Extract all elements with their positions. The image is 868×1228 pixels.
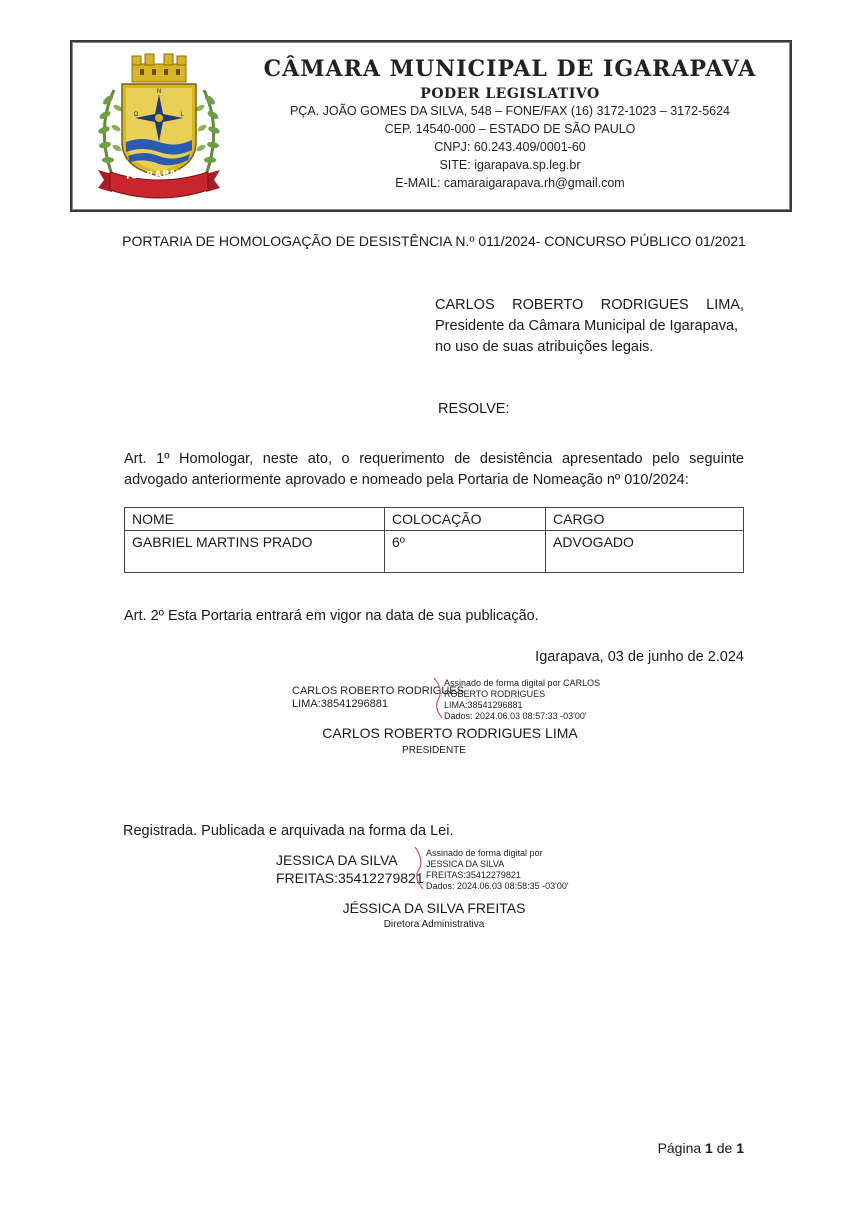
table-cell: 6º <box>385 531 546 573</box>
institution-site: SITE: igarapava.sp.leg.br <box>439 158 581 172</box>
signature-1-name: CARLOS ROBERTO RODRIGUES LIMA <box>322 725 578 741</box>
page-number <box>600 1140 744 1156</box>
institution-subtitle: PODER LEGISLATIVO <box>420 86 600 102</box>
table-header-cell: NOME <box>125 508 385 531</box>
table-cell: GABRIEL MARTINS PRADO <box>125 531 385 573</box>
signature-1-digital-line-1: Assinado de forma digital por CARLOS <box>444 678 601 688</box>
signature-1-signer-line-1: CARLOS ROBERTO RODRIGUES <box>292 685 464 697</box>
article-1-line-2: advogado anteriormente aprovado e nomeado pela Portaria de Nomeação nº 010/2024: <box>124 472 689 488</box>
preamble-line-2: Presidente da Câmara Municipal de Igarapava, <box>435 318 739 334</box>
institution-title: CÂMARA MUNICIPAL DE IGARAPAVA <box>263 56 757 82</box>
signature-1-digital-line-3: LIMA:38541296881 <box>444 700 523 710</box>
preamble-line-3: no uso de suas atribuições legais. <box>435 339 654 355</box>
table-cell: ADVOGADO <box>546 531 744 573</box>
signature-1-role: PRESIDENTE <box>402 745 466 756</box>
signature-2-digital-line-1: Assinado de forma digital por <box>426 848 543 858</box>
table-row <box>125 531 744 573</box>
shield <box>122 84 196 176</box>
signature-2-role: Diretora Administrativa <box>383 919 485 930</box>
nomination-table <box>124 507 744 573</box>
signature-1-signer-line-2: LIMA:38541296881 <box>292 698 389 710</box>
table-header-cell: COLOCAÇÃO <box>385 508 546 531</box>
institution-email: E-MAIL: camaraigarapava.rh@gmail.com <box>395 176 625 190</box>
institution-cep: CEP. 14540-000 – ESTADO DE SÃO PAULO <box>384 122 636 136</box>
registration-note: Registrada. Publicada e arquivada na forma da Lei. <box>123 823 454 839</box>
table-header-cell: CARGO <box>546 508 744 531</box>
signature-2-signer-line-2: FREITAS:35412279821 <box>276 870 424 886</box>
table-header-row <box>125 508 744 531</box>
signature-1-digital-line-4: Dados: 2024.06.03 08:57:33 -03'00' <box>444 711 587 721</box>
article-1-line-1: Art. 1º Homologar, neste ato, o requerimento de desistência apresentado pelo seguinte <box>124 451 744 467</box>
signature-2-name: JÉSSICA DA SILVA FREITAS <box>342 900 526 916</box>
left-branch <box>97 90 123 180</box>
svg-text:O: O <box>133 112 139 118</box>
coat-of-arms-ribbon-text: IGARAPAVA <box>125 168 193 182</box>
preamble-line-1: CARLOS ROBERTO RODRIGUES LIMA, <box>435 297 744 313</box>
page-total: 1 <box>736 1140 744 1156</box>
resolve-heading: RESOLVE: <box>438 401 510 417</box>
mural-crown <box>132 54 186 82</box>
signature-1-digital-line-2: ROBERTO RODRIGUES <box>444 689 546 699</box>
signature-2-mark-icon <box>413 845 427 891</box>
right-branch <box>194 90 220 180</box>
svg-text:N: N <box>156 89 162 95</box>
article-2: Art. 2º Esta Portaria entrará em vigor na data de sua publicação. <box>124 608 539 624</box>
place-date: Igarapava, 03 de junho de 2.024 <box>535 649 744 665</box>
document-title: PORTARIA DE HOMOLOGAÇÃO DE DESISTÊNCIA N.º 011/2024- CONCURSO PÚBLICO 01/2021 <box>122 233 746 249</box>
institution-address: PÇA. JOÃO GOMES DA SILVA, 548 – FONE/FAX (16) 3172-1023 – 3172-5624 <box>289 104 731 118</box>
signature-2-digital-line-3: FREITAS:35412279821 <box>426 870 521 880</box>
signature-2-signer-line-1: JESSICA DA SILVA <box>276 852 398 868</box>
svg-text:L: L <box>180 112 184 118</box>
page-current: 1 <box>705 1140 713 1156</box>
page-separator: de <box>712 1140 737 1156</box>
signature-2-digital-line-2: JESSICA DA SILVA <box>426 859 505 869</box>
signature-2-digital-line-4: Dados: 2024.06.03 08:58:35 -03'00' <box>426 881 569 891</box>
page-label: Página <box>657 1140 706 1156</box>
institution-cnpj: CNPJ: 60.243.409/0001-60 <box>434 140 586 154</box>
